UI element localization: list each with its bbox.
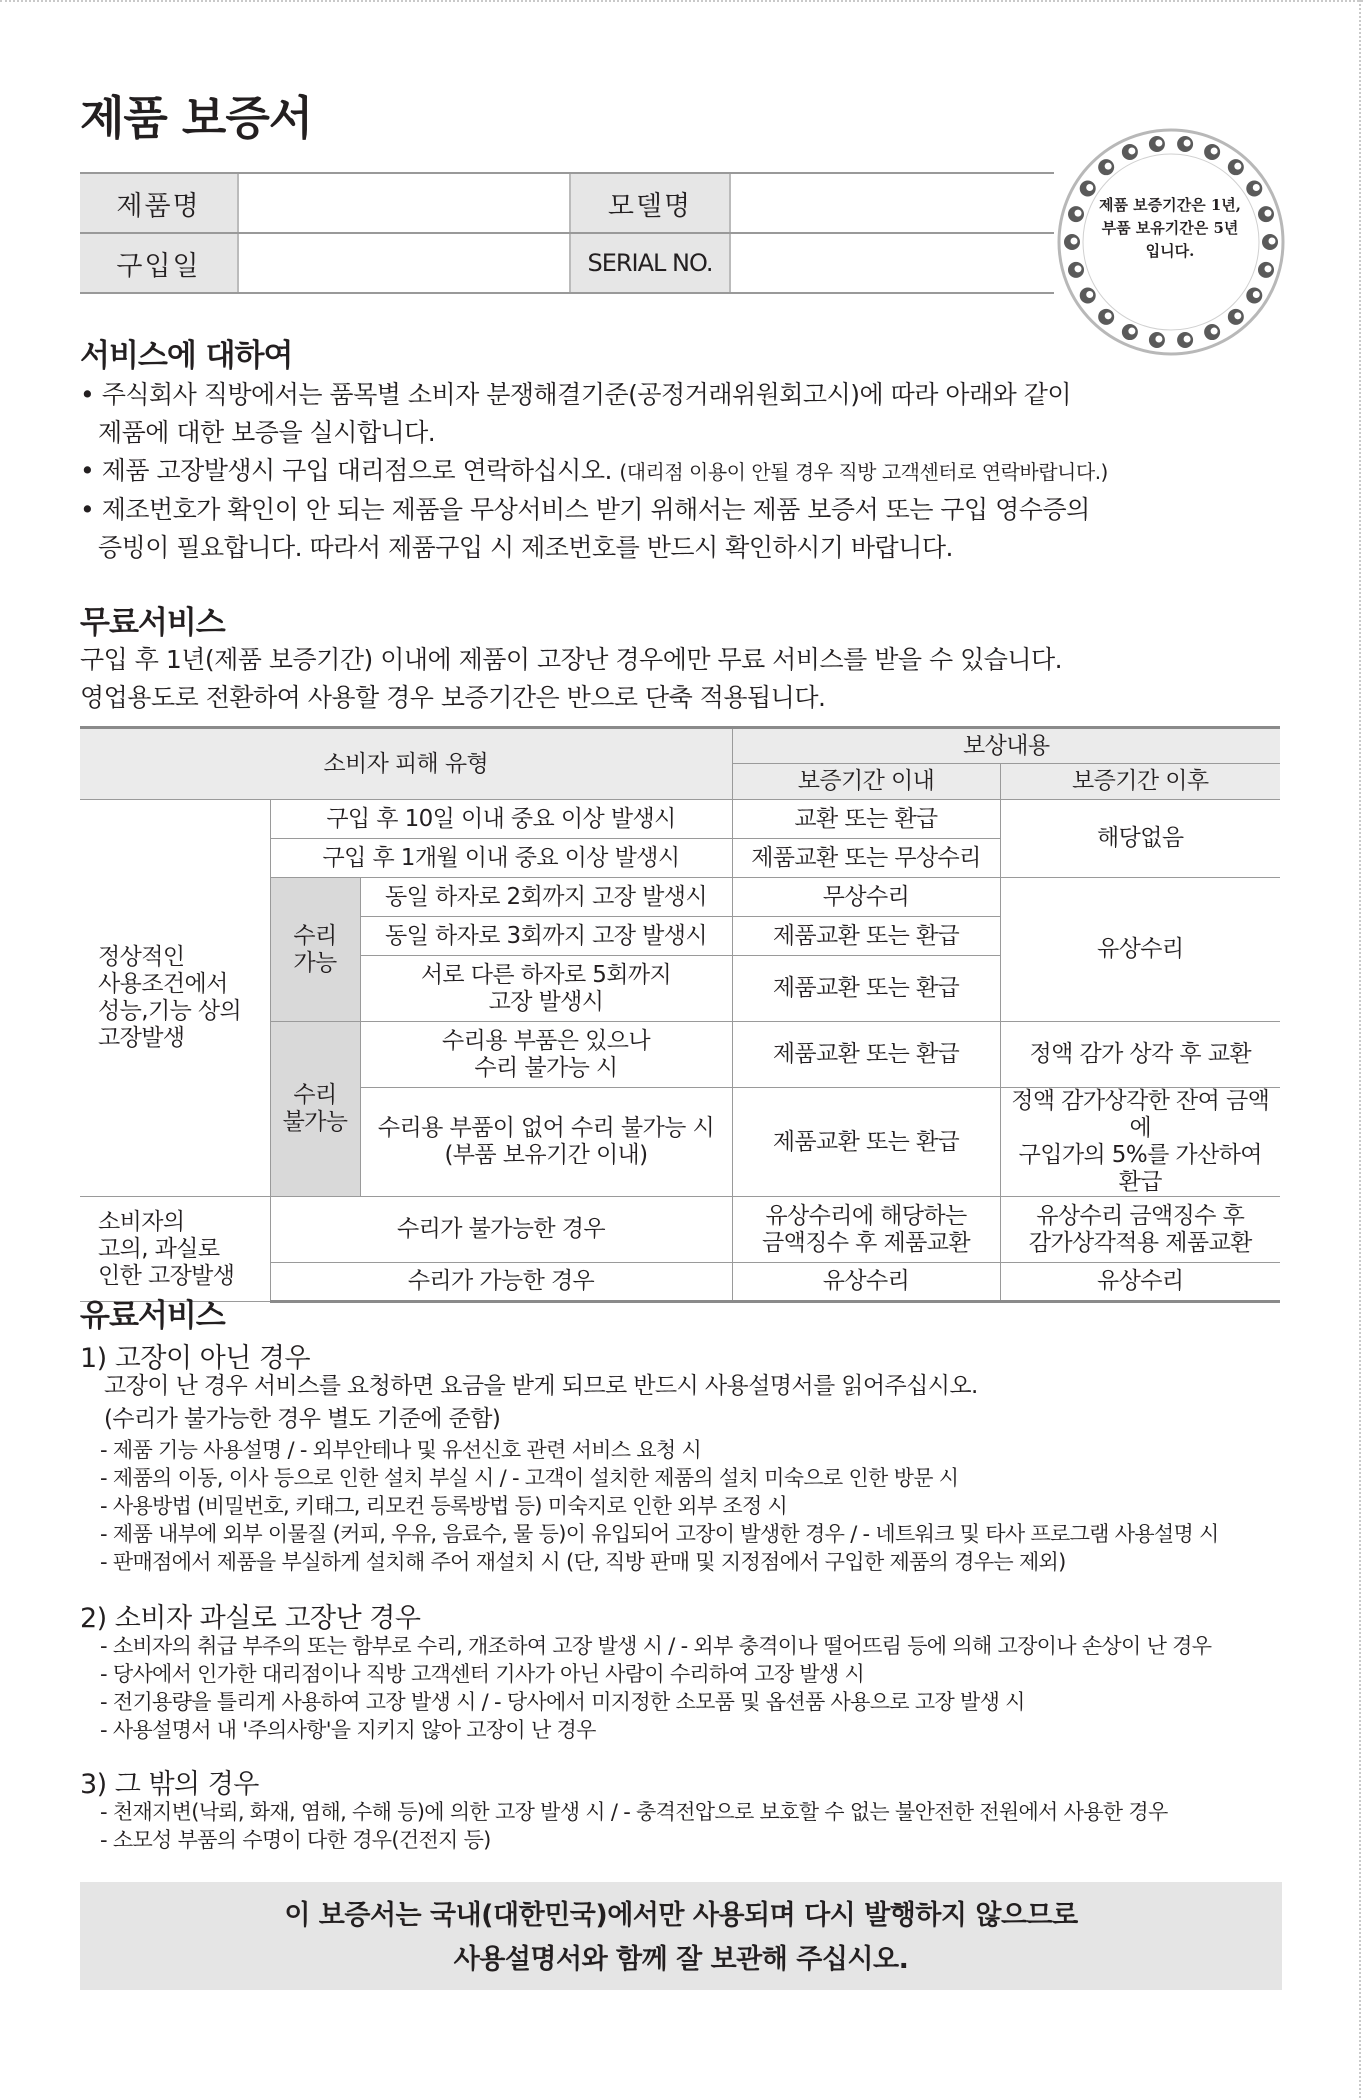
group-normal-use: 정상적인 사용조건에서 성능,기능 상의 고장발생 [80, 800, 270, 1197]
model-name-label: 모델명 [570, 173, 730, 233]
row-within: 무상수리 [732, 878, 1000, 917]
unrepairable-label: 수리 불가능 [270, 1022, 360, 1197]
serial-no-label: SERIAL NO. [570, 233, 730, 293]
seal-ornament [1204, 144, 1220, 160]
page-title: 제품 보증서 [80, 91, 313, 145]
row-type: 구입 후 1개월 이내 중요 이상 발생시 [270, 839, 732, 878]
list-item: - 당사에서 인가한 대리점이나 직방 고객센터 기사가 아닌 사람이 수리하여 고장 발생 시 [100, 1662, 865, 1686]
after-paid-repair: 유상수리 [1000, 878, 1280, 1022]
repairable-label: 수리 가능 [270, 878, 360, 1022]
list-item: - 제품 내부에 외부 이물질 (커피, 우유, 음료수, 물 등)이 유입되어 고장이 발생한 경우 / - 네트워크 및 타사 프로그램 사용설명 시 [100, 1522, 1219, 1546]
row-type: 동일 하자로 2회까지 고장 발생시 [360, 878, 732, 917]
paid-service-heading: 유료서비스 [80, 1298, 225, 1334]
service-about-heading: 서비스에 대하여 [80, 338, 293, 374]
seal-ornament [1122, 324, 1138, 340]
bullet2 [80, 452, 1108, 491]
row-within: 제품교환 또는 환급 [732, 917, 1000, 956]
seal-ornament [1068, 262, 1084, 278]
header-type: 소비자 피해 유형 [80, 728, 732, 800]
s1-list [100, 1436, 1219, 1576]
s1-desc-line1: 고장이 난 경우 서비스를 요청하면 요금을 받게 되므로 반드시 사용설명서를 읽어주십시오. [104, 1373, 978, 1399]
serial-no-field[interactable] [730, 233, 1054, 293]
list-item: - 소모성 부품의 수명이 다한 경우(건전지 등) [100, 1828, 491, 1852]
row-type: 동일 하자로 3회까지 고장 발생시 [360, 917, 732, 956]
row-within: 제품교환 또는 환급 [732, 1022, 1000, 1088]
row-within: 유상수리에 해당하는 금액징수 후 제품교환 [732, 1197, 1000, 1263]
seal-ornament [1080, 288, 1096, 304]
s3-title: 3) 그 밖의 경우 [80, 1769, 259, 1800]
s1-desc-line2: (수리가 불가능한 경우 별도 기준에 준함) [104, 1406, 501, 1432]
bullet1-line2: 제품에 대한 보증을 실시합니다. [98, 418, 436, 447]
seal-ornament [1177, 136, 1193, 152]
model-name-field[interactable] [730, 173, 1054, 233]
row-type: 수리용 부품이 없어 수리 불가능 시 (부품 보유기간 이내) [360, 1088, 732, 1197]
product-name-field[interactable] [238, 173, 570, 233]
seal-ornament [1177, 332, 1193, 348]
seal-ornament [1149, 332, 1165, 348]
seal-ornament [1204, 324, 1220, 340]
row-within: 제품교환 또는 환급 [732, 956, 1000, 1022]
header-within: 보증기간 이내 [732, 764, 1000, 800]
seal-ornament [1098, 159, 1114, 175]
row-after: 정액 감가 상각 후 교환 [1000, 1022, 1280, 1088]
bullet3-line1: • 제조번호가 확인이 안 되는 제품을 무상서비스 받기 위해서는 제품 보증서 또는 구입 영수증의 [80, 495, 1090, 524]
row-within: 유상수리 [732, 1263, 1000, 1302]
row-type: 구입 후 10일 이내 중요 이상 발생시 [270, 800, 732, 839]
header-after: 보증기간 이후 [1000, 764, 1280, 800]
row-after: 유상수리 [1000, 1263, 1280, 1302]
list-item: - 제품의 이동, 이사 등으로 인한 설치 부실 시 / - 고객이 설치한 제품의 설치 미숙으로 인한 방문 시 [100, 1466, 959, 1490]
seal-ornament [1258, 262, 1274, 278]
storage-notice [80, 1882, 1282, 1990]
row-within: 제품교환 또는 환급 [732, 1088, 1000, 1197]
s1-title: 1) 고장이 아닌 경우 [80, 1343, 311, 1374]
notice-line1: 이 보증서는 국내(대한민국)에서만 사용되며 다시 발행하지 않으므로 [284, 1900, 1078, 1931]
free-service-text [80, 641, 1062, 717]
list-item: - 천재지변(낙뢰, 화재, 염해, 수해 등)에 의한 고장 발생 시 / - 충격전압으로 보호할 수 없는 불안전한 전원에서 사용한 경우 [100, 1800, 1168, 1824]
list-item: - 사용설명서 내 '주의사항'을 지키지 않아 고장이 난 경우 [100, 1718, 596, 1742]
header-compensation: 보상내용 [732, 728, 1280, 764]
compensation-table [80, 726, 1280, 1303]
purchase-date-label: 구입일 [80, 233, 238, 293]
seal-ornament [1228, 309, 1244, 325]
list-item: - 판매점에서 제품을 부실하게 설치해 주어 재설치 시 (단, 직방 판매 및 지정점에서 구입한 제품의 경우는 제외) [100, 1550, 1066, 1574]
seal-ornament [1246, 288, 1262, 304]
bullet1-line1: • 주식회사 직방에서는 품목별 소비자 분쟁해결기준(공정거래위원회고시)에 따라 아래와 같이 [80, 380, 1072, 409]
list-item: - 전기용량을 틀리게 사용하여 고장 발생 시 / - 당사에서 미지정한 소모품 및 옵션품 사용으로 고장 발생 시 [100, 1690, 1025, 1714]
list-item: - 사용방법 (비밀번호, 키태그, 리모컨 등록방법 등) 미숙지로 인한 외부 조정 시 [100, 1494, 788, 1518]
group-consumer-fault: 소비자의 고의, 과실로 인한 고장발생 [80, 1197, 270, 1302]
bullet3-line2: 증빙이 필요합니다. 따라서 제품구입 시 제조번호를 반드시 확인하시기 바랍니다. [98, 533, 953, 562]
row-after: 유상수리 금액징수 후 감가상각적용 제품교환 [1000, 1197, 1280, 1263]
seal-line-1: 제품 보증기간은 1년, [1098, 196, 1242, 214]
row-type: 서로 다른 하자로 5회까지 고장 발생시 [360, 956, 732, 1022]
seal-ornament [1228, 159, 1244, 175]
row-within: 교환 또는 환급 [732, 800, 1000, 839]
free-service-heading: 무료서비스 [80, 605, 225, 641]
seal-ornament [1149, 136, 1165, 152]
list-item: - 제품 기능 사용설명 / - 외부안테나 및 유선신호 관련 서비스 요청 시 [100, 1438, 702, 1462]
notice-line2: 사용설명서와 함께 잘 보관해 주십시오. [453, 1944, 909, 1975]
free-service-line1: 구입 후 1년(제품 보증기간) 이내에 제품이 고장난 경우에만 무료 서비스를 받을 수 있습니다. [80, 645, 1063, 674]
row-after: 정액 감가상각한 잔여 금액에 구입가의 5%를 가산하여 환급 [1000, 1088, 1280, 1197]
row-type: 수리가 불가능한 경우 [270, 1197, 732, 1263]
list-item: - 소비자의 취급 부주의 또는 함부로 수리, 개조하여 고장 발생 시 / - 외부 충격이나 떨어뜨림 등에 의해 고장이나 손상이 난 경우 [100, 1634, 1212, 1658]
s1-description [104, 1370, 978, 1436]
row-type: 수리가 가능한 경우 [270, 1263, 732, 1302]
s3-list [100, 1798, 1168, 1854]
row-type: 수리용 부품은 있으나 수리 불가능 시 [360, 1022, 732, 1088]
right-dotted-border [1359, 0, 1361, 2098]
row-within: 제품교환 또는 무상수리 [732, 839, 1000, 878]
top-dotted-border [0, 0, 1363, 2]
seal-line-3: 입니다. [1145, 242, 1195, 260]
free-service-line2: 영업용도로 전환하여 사용할 경우 보증기간은 반으로 단축 적용됩니다. [80, 683, 826, 712]
product-name-label: 제품명 [80, 173, 238, 233]
service-about-text [80, 376, 1108, 567]
after-none: 해당없음 [1000, 800, 1280, 878]
product-info-table [80, 172, 1054, 294]
seal-ornament [1098, 309, 1114, 325]
bullet2-text: • 제품 고장발생시 구입 대리점으로 연락하십시오. [80, 456, 612, 485]
purchase-date-field[interactable] [238, 233, 570, 293]
seal-text [1070, 194, 1270, 263]
seal-line-2: 부품 보유기간은 5년 [1101, 219, 1239, 237]
seal-ornament [1122, 144, 1138, 160]
s2-list [100, 1632, 1211, 1744]
s2-title: 2) 소비자 과실로 고장난 경우 [80, 1603, 421, 1634]
bullet2-note: (대리점 이용이 안될 경우 직방 고객센터로 연락바랍니다.) [619, 460, 1108, 484]
